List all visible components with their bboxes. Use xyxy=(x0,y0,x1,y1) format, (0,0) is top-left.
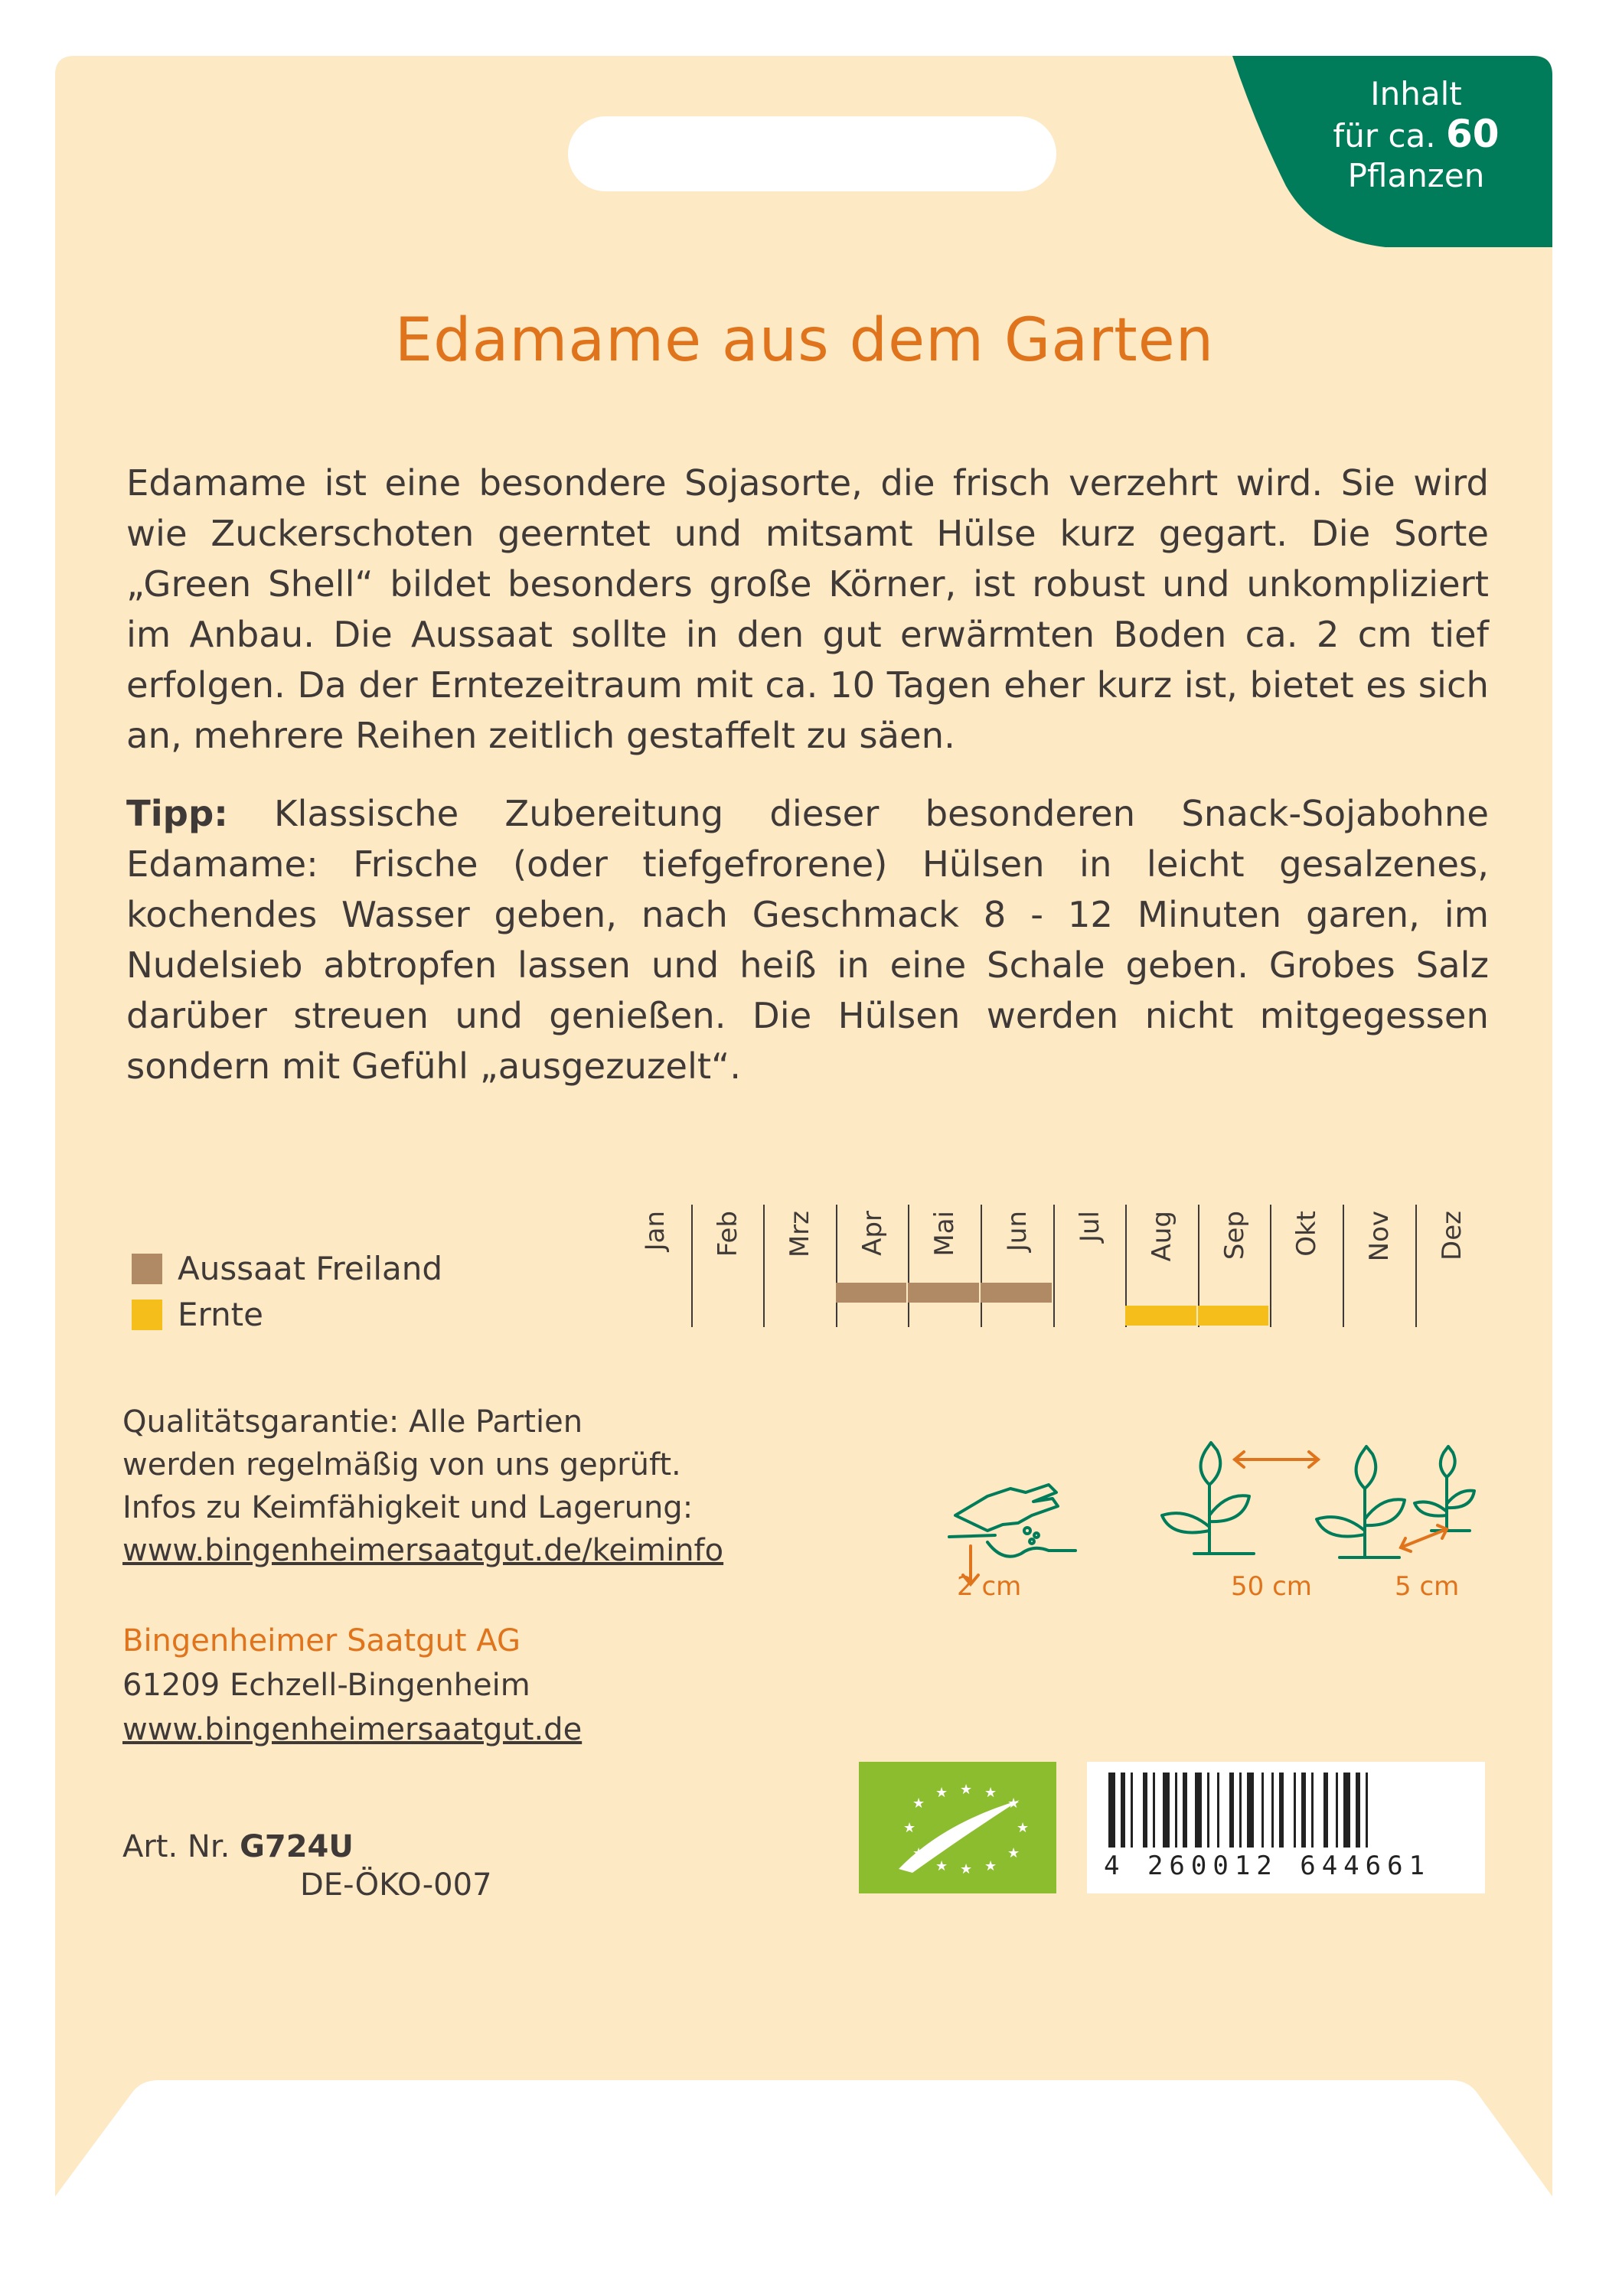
seedling-icon-3 xyxy=(1415,1446,1474,1531)
planting-icons xyxy=(942,1401,1477,1600)
barcode-digits: 4 260012 644661 xyxy=(1104,1851,1431,1881)
svg-text:★: ★ xyxy=(960,1782,973,1798)
row-spacing-arrow-icon xyxy=(1235,1452,1318,1467)
badge-line-pflanzen: Pflanzen xyxy=(1347,157,1485,194)
month-separator xyxy=(981,1205,982,1327)
svg-text:★: ★ xyxy=(1007,1845,1020,1861)
sowing-swatch xyxy=(132,1254,162,1284)
keiminfo-link[interactable]: www.bingenheimersaatgut.de/keiminfo xyxy=(122,1533,724,1568)
harvest-bar-sep xyxy=(1198,1306,1269,1326)
eu-organic-logo xyxy=(859,1762,1056,1893)
month-separator xyxy=(836,1205,837,1327)
product-title: Edamame aus dem Garten xyxy=(394,306,1215,375)
legend-sowing xyxy=(132,1246,442,1292)
quality-guarantee xyxy=(122,1401,723,1572)
month-label-mrz: Mrz xyxy=(785,1211,816,1258)
svg-text:★: ★ xyxy=(903,1820,916,1836)
content-badge xyxy=(1232,56,1552,247)
month-separator xyxy=(691,1205,693,1327)
row-spacing-label: 50 cm xyxy=(1231,1571,1312,1602)
badge-text xyxy=(1294,74,1539,196)
svg-text:★: ★ xyxy=(984,1858,997,1874)
tipp-paragraph xyxy=(126,788,1489,1091)
svg-text:★: ★ xyxy=(1017,1820,1030,1836)
svg-text:★: ★ xyxy=(984,1785,997,1801)
svg-text:★: ★ xyxy=(912,1795,925,1812)
svg-text:★: ★ xyxy=(912,1845,925,1861)
article-number xyxy=(122,1825,354,1868)
harvest-bar-aug xyxy=(1125,1306,1196,1326)
sowing-bar-mai xyxy=(908,1283,979,1303)
svg-text:★: ★ xyxy=(1007,1795,1020,1812)
month-label-apr: Apr xyxy=(857,1211,888,1256)
description-text: Edamame ist eine besondere Sojasorte, die frisch verzehrt wird. Sie wird wie Zuckerschoten geerntet und mitsamt Hülse kurz gegart. Die Sorte „Green Shell“ bildet besonders große Körner, ist robust und unkompliziert im Anbau. Die Aussaat sollte in den gut erwärmten Boden ca. 2 cm tief erfolgen. Da der Erntezeitraum mit ca. 10 Tagen eher kurz ist, bietet es sich an, mehrere Reihen zeitlich gestaffelt zu säen. xyxy=(126,462,1489,756)
company-info xyxy=(122,1619,582,1752)
svg-text:★: ★ xyxy=(935,1858,948,1874)
calendar-legend xyxy=(132,1246,442,1338)
seedling-icon-2 xyxy=(1317,1446,1405,1557)
legend-harvest-label: Ernte xyxy=(178,1296,263,1333)
sowing-bar-apr xyxy=(836,1283,907,1303)
depth-label: 2 cm xyxy=(957,1571,1022,1602)
month-label-okt: Okt xyxy=(1291,1211,1323,1257)
month-separator xyxy=(1053,1205,1055,1327)
month-separator xyxy=(763,1205,765,1327)
month-label-dez: Dez xyxy=(1436,1211,1467,1261)
eco-control-code: DE-ÖKO-007 xyxy=(300,1867,492,1903)
harvest-swatch xyxy=(132,1300,162,1330)
quality-line-1: Qualitätsgarantie: Alle Partien xyxy=(122,1404,583,1440)
quality-line-2: werden regelmäßig von uns geprüft. xyxy=(122,1447,681,1482)
month-label-jan: Jan xyxy=(640,1211,671,1251)
month-separator xyxy=(1270,1205,1271,1327)
hang-hole xyxy=(568,116,1056,191)
company-website-link[interactable]: www.bingenheimersaatgut.de xyxy=(122,1712,583,1747)
month-label-feb: Feb xyxy=(712,1211,743,1257)
tipp-body: Klassische Zubereitung dieser besonderen Snack-Sojabohne Edamame: Frische (oder tiefgefrorene) Hülsen in leicht gesalzenes, kochendes Wasser geben, nach Geschmack 8 - 12 Minuten garen, im Nudelsieb abtropfen lassen und heiß in eine Schale geben. Grobes Salz darüber streuen und genießen. Die Hülsen werden nicht mitgegessen sondern mit Gefühl „ausgezuzelt“. xyxy=(126,793,1489,1087)
sowing-hand-icon xyxy=(949,1485,1075,1557)
quality-line-3: Infos zu Keimfähigkeit und Lagerung: xyxy=(122,1490,694,1525)
legend-sowing-label: Aussaat Freiland xyxy=(178,1250,443,1287)
month-separator xyxy=(1343,1205,1344,1327)
month-separator xyxy=(908,1205,909,1327)
svg-text:★: ★ xyxy=(960,1861,973,1877)
badge-count: 60 xyxy=(1445,112,1500,156)
article-prefix: Art. Nr. xyxy=(122,1829,230,1864)
company-address: 61209 Echzell-Bingenheim xyxy=(122,1668,530,1703)
month-separator xyxy=(1415,1205,1417,1327)
plant-spacing-label: 5 cm xyxy=(1395,1571,1460,1602)
tipp-label: Tipp: xyxy=(126,793,228,834)
month-label-jun: Jun xyxy=(1002,1211,1033,1252)
badge-line-inhalt: Inhalt xyxy=(1370,75,1462,113)
sowing-bar-jun xyxy=(981,1283,1052,1303)
badge-line-count xyxy=(1294,114,1539,156)
ean-barcode xyxy=(1087,1762,1485,1893)
sowing-calendar xyxy=(618,1205,1467,1327)
badge-prefix: für ca. xyxy=(1333,117,1436,155)
company-name: Bingenheimer Saatgut AG xyxy=(122,1623,521,1658)
month-label-nov: Nov xyxy=(1364,1211,1395,1262)
svg-text:★: ★ xyxy=(935,1785,948,1801)
month-label-aug: Aug xyxy=(1147,1211,1178,1262)
month-label-sep: Sep xyxy=(1219,1211,1250,1261)
month-label-mai: Mai xyxy=(929,1211,961,1257)
legend-harvest xyxy=(132,1292,442,1338)
planting-illustration xyxy=(942,1401,1477,1600)
article-code: G724U xyxy=(240,1829,354,1864)
month-label-jul: Jul xyxy=(1074,1211,1105,1243)
eu-leaf-stars-icon xyxy=(859,1762,1056,1893)
